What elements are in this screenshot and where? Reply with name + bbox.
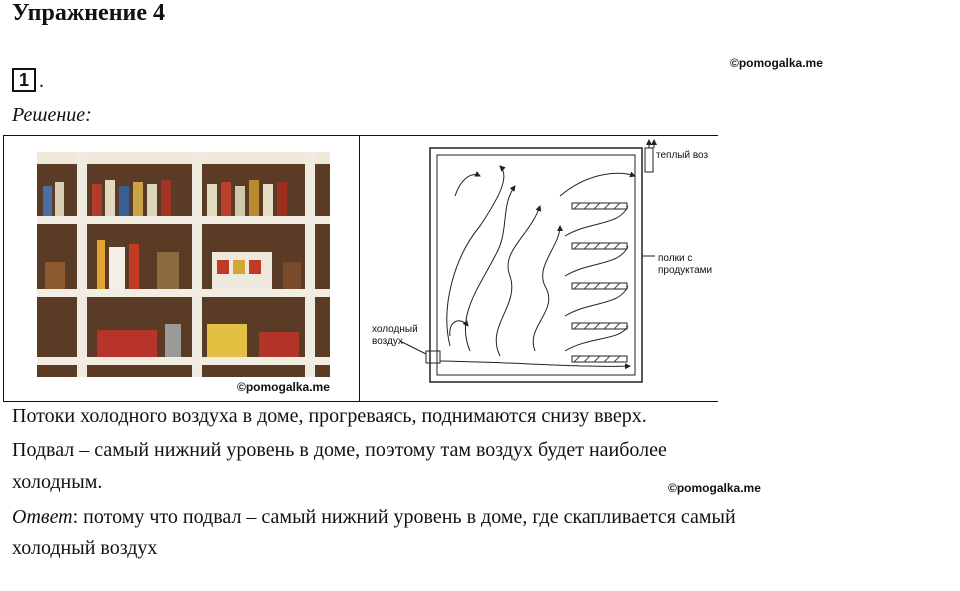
- label-shelves-line2: продуктами: [658, 265, 713, 276]
- task-number-dot: .: [39, 70, 44, 92]
- answer-label: Ответ: [12, 506, 73, 528]
- air-flow-diagram: [360, 135, 718, 402]
- paragraph-1: Потоки холодного воздуха в доме, прогреваясь, поднимаются снизу вверх.: [12, 405, 647, 427]
- label-cold-air-line2: воздух: [372, 336, 403, 347]
- pantry-photo: [37, 152, 330, 377]
- task-number: 1: [12, 68, 36, 92]
- air-flow-diagram-svg: [360, 136, 718, 403]
- answer-line2: холодный воздух: [12, 537, 158, 559]
- answer-line1: [12, 502, 736, 532]
- label-warm-air: теплый воз: [656, 150, 709, 161]
- pantry-photo-frame: [3, 135, 360, 402]
- label-shelves-line1: полки с: [658, 253, 693, 264]
- solution-label: Решение:: [12, 104, 92, 126]
- label-cold-air-line1: холодный: [372, 324, 418, 335]
- watermark: ©pomogalka.me: [237, 380, 330, 394]
- pantry-photo-illustration: [37, 152, 330, 377]
- paragraph-2-line2: холодным.: [12, 471, 103, 493]
- watermark: ©pomogalka.me: [668, 481, 761, 495]
- answer-text: : потому что подвал – самый нижний уровень в доме, где скапливается самый: [72, 506, 736, 528]
- page-title: Упражнение 4: [12, 0, 166, 26]
- watermark: ©pomogalka.me: [730, 56, 823, 70]
- paragraph-2-line1: Подвал – самый нижний уровень в доме, поэтому там воздух будет наиболее: [12, 439, 667, 461]
